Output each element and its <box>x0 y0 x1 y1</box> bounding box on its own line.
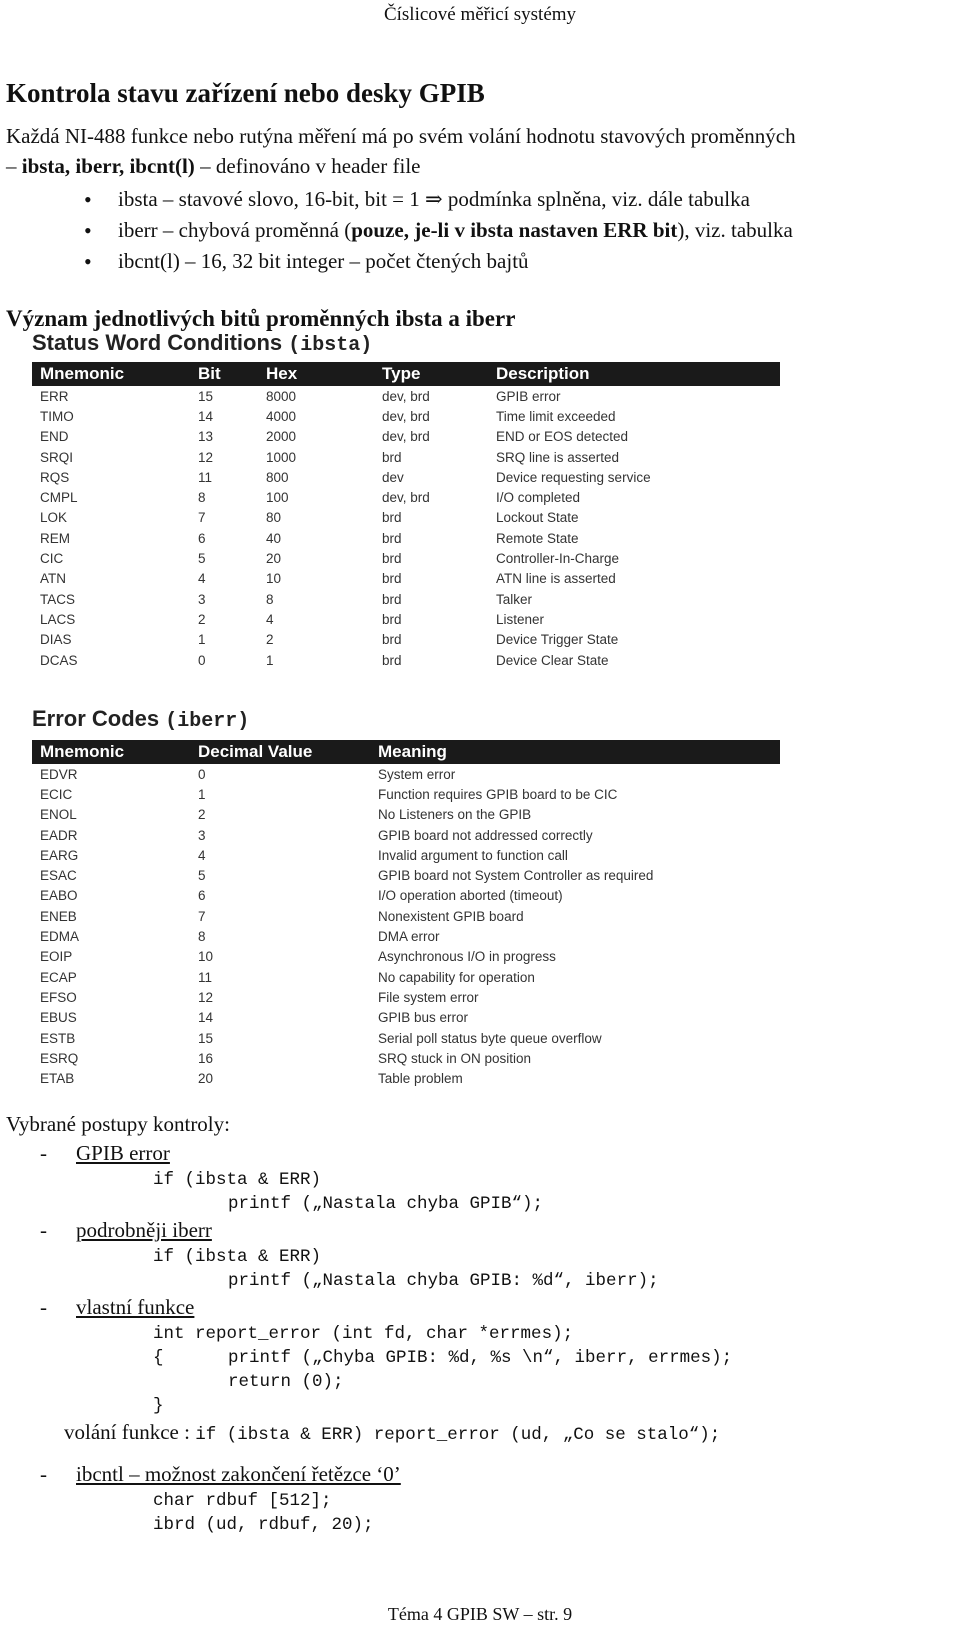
column-header-description: Description <box>488 362 780 386</box>
cell-decimal-value: 2 <box>198 807 206 823</box>
column-header-mnemonic: Mnemonic <box>32 740 190 764</box>
item-label: GPIB error <box>76 1141 170 1165</box>
column-header-meaning: Meaning <box>370 740 780 764</box>
cell-mnemonic: RQS <box>40 469 70 485</box>
cell-decimal-value: 12 <box>198 989 214 1005</box>
cell-meaning: I/O operation aborted (timeout) <box>378 888 563 904</box>
cell-description: GPIB error <box>496 388 561 404</box>
code-line: char rdbuf [512]; <box>153 1491 332 1511</box>
intro-variables: ibsta, iberr, ibcnt(l) <box>21 154 195 178</box>
cell-bit: 12 <box>198 449 214 465</box>
cell-bit: 3 <box>198 591 206 607</box>
cell-meaning: GPIB board not System Controller as required <box>378 868 654 884</box>
status-word-table <box>32 362 780 670</box>
cell-description: ATN line is asserted <box>496 571 616 587</box>
cell-description: Listener <box>496 611 545 627</box>
cell-description: Time limit exceeded <box>496 408 616 424</box>
table-row <box>32 467 780 487</box>
cell-hex: 10 <box>266 571 282 587</box>
cell-meaning: SRQ stuck in ON position <box>378 1050 532 1066</box>
table-row <box>32 630 780 650</box>
cell-bit: 6 <box>198 530 206 546</box>
cell-description: SRQ line is asserted <box>496 449 620 465</box>
cell-bit: 2 <box>198 611 206 627</box>
status-table-title <box>32 330 372 357</box>
error-table-body <box>32 764 780 1089</box>
intro-definition: – definováno v header file <box>200 154 421 178</box>
error-table-title-text: Error Codes <box>32 706 160 731</box>
cell-meaning: Function requires GPIB board to be CIC <box>378 786 618 802</box>
cell-type: brd <box>382 530 402 546</box>
table-row <box>32 609 780 629</box>
cell-type: dev <box>382 469 404 485</box>
intro-line-2 <box>6 154 420 179</box>
table-header-row <box>32 740 780 764</box>
cell-mnemonic: LOK <box>40 510 68 526</box>
cell-bit: 1 <box>198 632 206 648</box>
section-title: Význam jednotlivých bitů proměnných ibsta a iberr <box>6 306 516 331</box>
cell-decimal-value: 4 <box>198 847 206 863</box>
cell-type: dev, brd <box>382 490 430 506</box>
table-row <box>32 865 780 885</box>
cell-decimal-value: 7 <box>198 908 206 924</box>
cell-meaning: Serial poll status byte queue overflow <box>378 1030 602 1046</box>
cell-mnemonic: ESTB <box>40 1030 76 1046</box>
list-item-ibcnt <box>84 246 793 277</box>
table-row <box>32 650 780 670</box>
column-header-type: Type <box>374 362 488 386</box>
cell-description: Talker <box>496 591 533 607</box>
cell-hex: 80 <box>266 510 282 526</box>
cell-hex: 2000 <box>266 429 297 445</box>
cell-mnemonic: END <box>40 429 69 445</box>
code-brace: { <box>153 1348 164 1368</box>
column-header-decimal-value: Decimal Value <box>190 740 370 764</box>
cell-meaning: File system error <box>378 989 479 1005</box>
table-row <box>32 1068 780 1088</box>
cell-mnemonic: REM <box>40 530 70 546</box>
table-row <box>32 447 780 467</box>
cell-decimal-value: 1 <box>198 786 206 802</box>
cell-mnemonic: DIAS <box>40 632 72 648</box>
table-row <box>32 487 780 507</box>
cell-meaning: Table problem <box>378 1071 463 1087</box>
column-header-bit: Bit <box>190 362 258 386</box>
table-row <box>32 845 780 865</box>
procedure-item-gpib-error <box>6 1141 170 1166</box>
procedure-item-iberr <box>6 1218 212 1243</box>
intro-line-1: Každá NI-488 funkce nebo rutýna měření má po svém volání hodnotu stavových proměnných <box>6 124 796 148</box>
cell-type: brd <box>382 611 402 627</box>
cell-type: brd <box>382 551 402 567</box>
cell-mnemonic: ESRQ <box>40 1050 79 1066</box>
cell-hex: 1000 <box>266 449 297 465</box>
cell-decimal-value: 20 <box>198 1071 214 1087</box>
code-brace: } <box>153 1396 164 1416</box>
table-row <box>32 508 780 528</box>
table-row <box>32 569 780 589</box>
cell-description: Controller-In-Charge <box>496 551 620 567</box>
cell-bit: 11 <box>198 469 213 485</box>
cell-description: Device Clear State <box>496 652 609 668</box>
code-line: printf („Chyba GPIB: %d, %s \n“, iberr, errmes); <box>228 1348 733 1368</box>
cell-type: dev, brd <box>382 388 430 404</box>
code-line: if (ibsta & ERR) <box>153 1247 322 1267</box>
cell-bit: 4 <box>198 571 206 587</box>
table-row <box>32 528 780 548</box>
table-row <box>32 386 780 406</box>
page-header: Číslicové měřicí systémy <box>383 4 577 25</box>
cell-description: I/O completed <box>496 490 581 506</box>
item-label: podrobněji iberr <box>76 1218 212 1242</box>
table-row <box>32 548 780 568</box>
cell-mnemonic: ENOL <box>40 807 77 823</box>
table-row <box>32 967 780 987</box>
cell-mnemonic: SRQI <box>40 449 74 465</box>
cell-hex: 4000 <box>266 408 297 424</box>
cell-type: brd <box>382 591 402 607</box>
cell-bit: 8 <box>198 490 206 506</box>
intro-dash: – <box>6 154 17 178</box>
cell-hex: 100 <box>266 490 289 506</box>
item-dash: - <box>40 1218 47 1242</box>
cell-description: Device requesting service <box>496 469 651 485</box>
cell-meaning: GPIB board not addressed correctly <box>378 827 593 843</box>
list-item-bold: pouze, je-li v ibsta nastaven ERR bit <box>351 218 678 242</box>
table-row <box>32 825 780 845</box>
list-item-iberr <box>84 215 793 246</box>
cell-decimal-value: 10 <box>198 949 214 965</box>
cell-bit: 5 <box>198 551 206 567</box>
page-footer: Téma 4 GPIB SW – str. 9 <box>387 1604 573 1624</box>
list-item-text: ibcnt(l) – 16, 32 bit integer – počet čtených bajtů <box>118 249 529 273</box>
cell-type: brd <box>382 510 402 526</box>
procedure-item-ibcntl <box>6 1462 401 1487</box>
cell-type: brd <box>382 449 402 465</box>
cell-hex: 8000 <box>266 388 297 404</box>
cell-mnemonic: EDVR <box>40 766 78 782</box>
table-row <box>32 906 780 926</box>
cell-decimal-value: 3 <box>198 827 206 843</box>
cell-description: Remote State <box>496 530 579 546</box>
code-line: return (0); <box>228 1372 344 1392</box>
cell-meaning: No capability for operation <box>378 969 535 985</box>
cell-hex: 40 <box>266 530 282 546</box>
cell-meaning: Asynchronous I/O in progress <box>378 949 556 965</box>
table-row <box>32 805 780 825</box>
cell-meaning: Invalid argument to function call <box>378 847 568 863</box>
cell-type: dev, brd <box>382 429 430 445</box>
cell-decimal-value: 16 <box>198 1050 214 1066</box>
table-row <box>32 1048 780 1068</box>
item-dash: - <box>40 1295 47 1319</box>
cell-bit: 14 <box>198 408 214 424</box>
list-item-text: iberr – chybová proměnná ( <box>118 218 352 242</box>
table-row <box>32 926 780 946</box>
cell-meaning: GPIB bus error <box>378 1010 469 1026</box>
cell-mnemonic: ATN <box>40 571 66 587</box>
cell-type: brd <box>382 632 402 648</box>
table-row <box>32 947 780 967</box>
table-row <box>32 1028 780 1048</box>
item-label: ibcntl – možnost zakončení řetězce ‘0’ <box>76 1462 401 1486</box>
cell-bit: 13 <box>198 429 214 445</box>
error-codes-table <box>32 740 780 1089</box>
cell-description: Lockout State <box>496 510 579 526</box>
column-header-mnemonic: Mnemonic <box>32 362 190 386</box>
table-row <box>32 427 780 447</box>
cell-description: Device Trigger State <box>496 632 619 648</box>
code-line: printf („Nastala chyba GPIB“); <box>228 1194 544 1214</box>
code-line: if (ibsta & ERR) <box>153 1170 322 1190</box>
code-line: ibrd (ud, rdbuf, 20); <box>153 1515 374 1535</box>
cell-mnemonic: LACS <box>40 611 76 627</box>
item-dash: - <box>40 1462 47 1486</box>
code-line: int report_error (int fd, char *errmes); <box>153 1324 574 1344</box>
cell-type: brd <box>382 652 402 668</box>
list-item-text: ibsta – stavové slovo, 16-bit, bit = 1 ⇒ podmínka splněna, viz. dále tabulka <box>118 187 750 211</box>
cell-hex: 800 <box>266 469 289 485</box>
variable-list <box>84 184 793 277</box>
item-dash: - <box>40 1141 47 1165</box>
item-label: vlastní funkce <box>76 1295 195 1319</box>
cell-decimal-value: 6 <box>198 888 206 904</box>
list-item-ibsta <box>84 184 793 215</box>
status-table-body <box>32 386 780 670</box>
cell-decimal-value: 15 <box>198 1030 214 1046</box>
cell-type: dev, brd <box>382 408 430 424</box>
cell-mnemonic: EFSO <box>40 989 77 1005</box>
cell-meaning: Nonexistent GPIB board <box>378 908 524 924</box>
cell-decimal-value: 8 <box>198 929 206 945</box>
cell-mnemonic: TIMO <box>40 408 74 424</box>
cell-decimal-value: 11 <box>198 969 213 985</box>
cell-hex: 20 <box>266 551 282 567</box>
cell-meaning: No Listeners on the GPIB <box>378 807 532 823</box>
table-row <box>32 784 780 804</box>
cell-bit: 0 <box>198 652 206 668</box>
call-code: if (ibsta & ERR) report_error (ud, „Co se stalo“); <box>195 1425 721 1445</box>
cell-decimal-value: 5 <box>198 868 206 884</box>
cell-mnemonic: DCAS <box>40 652 78 668</box>
cell-decimal-value: 14 <box>198 1010 214 1026</box>
cell-hex: 8 <box>266 591 274 607</box>
cell-mnemonic: ENEB <box>40 908 77 924</box>
page-title: Kontrola stavu zařízení nebo desky GPIB <box>6 78 485 108</box>
table-row <box>32 764 780 784</box>
cell-mnemonic: ESAC <box>40 868 77 884</box>
cell-mnemonic: EABO <box>40 888 78 904</box>
cell-mnemonic: ETAB <box>40 1071 75 1087</box>
error-table-title-var: (iberr) <box>165 710 250 733</box>
cell-mnemonic: EARG <box>40 847 79 863</box>
cell-hex: 1 <box>266 652 274 668</box>
cell-description: END or EOS detected <box>496 429 629 445</box>
table-row <box>32 987 780 1007</box>
error-table-title <box>32 706 249 733</box>
status-table-title-text: Status Word Conditions <box>32 330 283 355</box>
function-call-line <box>64 1420 720 1445</box>
cell-hex: 2 <box>266 632 274 648</box>
cell-hex: 4 <box>266 611 274 627</box>
status-table-title-var: (ibsta) <box>288 334 373 357</box>
code-line: printf („Nastala chyba GPIB: %d“, iberr); <box>228 1271 659 1291</box>
procedures-title: Vybrané postupy kontroly: <box>6 1112 230 1136</box>
call-label: volání funkce : <box>64 1420 190 1444</box>
cell-mnemonic: EOIP <box>40 949 73 965</box>
cell-type: brd <box>382 571 402 587</box>
table-row <box>32 886 780 906</box>
cell-meaning: System error <box>378 766 456 782</box>
table-row <box>32 1008 780 1028</box>
cell-mnemonic: EDMA <box>40 929 80 945</box>
cell-mnemonic: ECAP <box>40 969 77 985</box>
cell-bit: 7 <box>198 510 206 526</box>
cell-decimal-value: 0 <box>198 766 206 782</box>
cell-mnemonic: CIC <box>40 551 64 567</box>
cell-mnemonic: TACS <box>40 591 76 607</box>
cell-bit: 15 <box>198 388 214 404</box>
list-item-text: ), viz. tabulka <box>677 218 793 242</box>
column-header-hex: Hex <box>258 362 374 386</box>
cell-mnemonic: ERR <box>40 388 69 404</box>
cell-meaning: DMA error <box>378 929 440 945</box>
table-row <box>32 589 780 609</box>
table-header-row <box>32 362 780 386</box>
cell-mnemonic: EADR <box>40 827 78 843</box>
cell-mnemonic: ECIC <box>40 786 73 802</box>
table-row <box>32 406 780 426</box>
procedure-item-custom-function <box>6 1295 194 1320</box>
cell-mnemonic: CMPL <box>40 490 78 506</box>
cell-mnemonic: EBUS <box>40 1010 77 1026</box>
